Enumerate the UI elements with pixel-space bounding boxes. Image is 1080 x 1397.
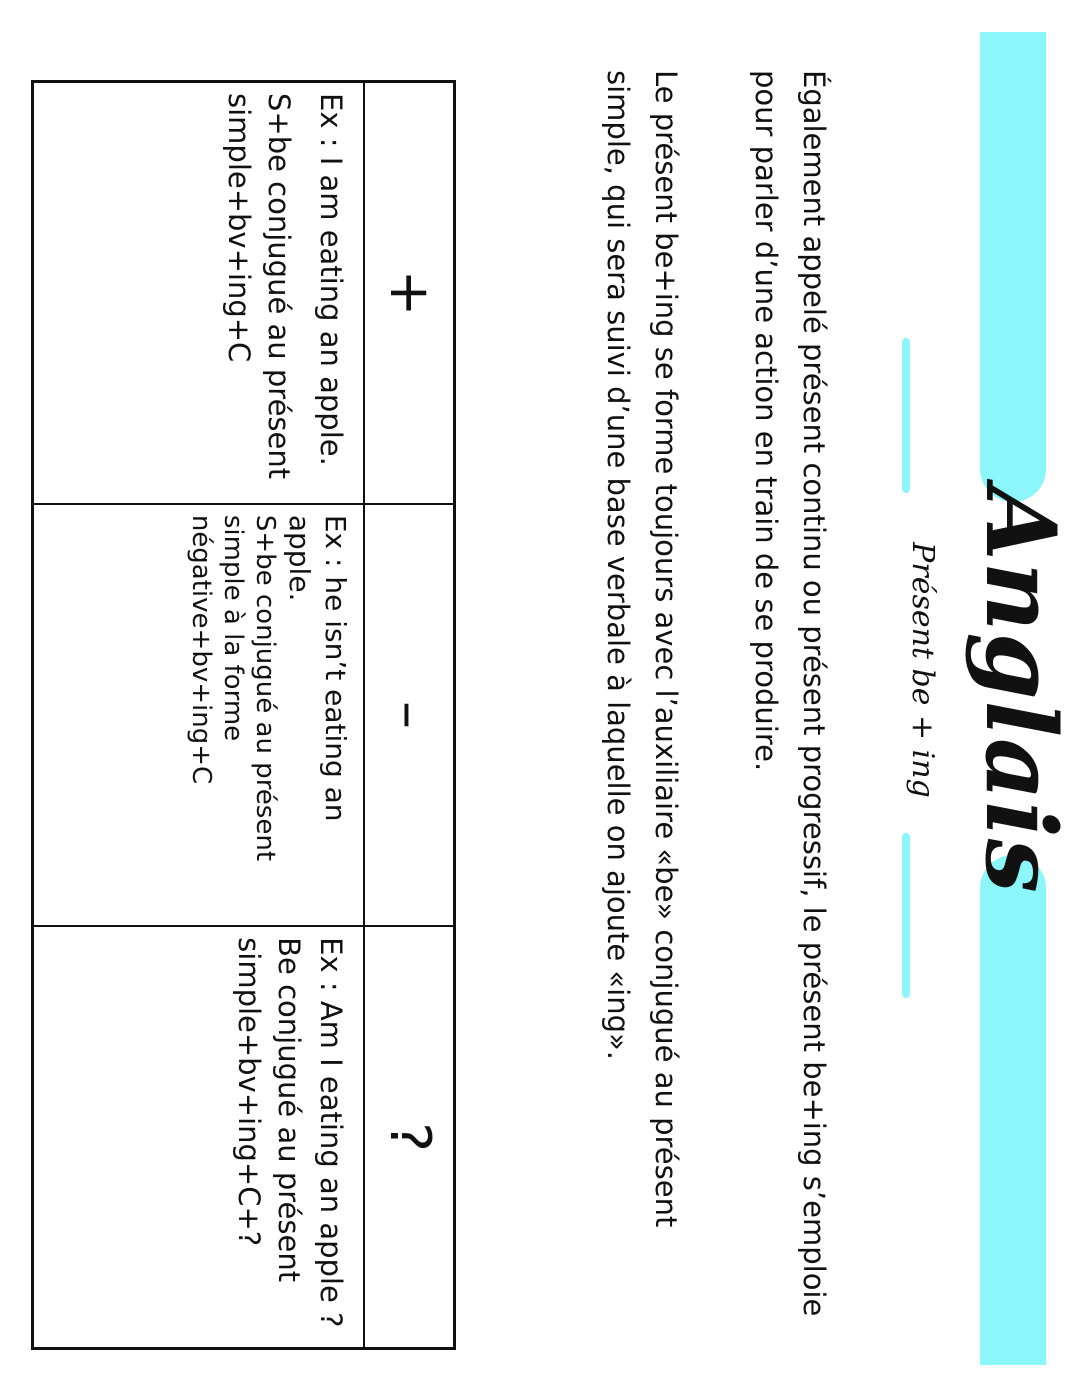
subtitle-rule-right [902,833,910,998]
interrogative-symbol: ? [364,926,455,1348]
conjugation-table [31,80,456,1350]
affirmative-symbol: + [364,82,455,504]
negative-cell [33,504,365,926]
formation-paragraph: Le présent be+ing se forme toujours avec l’auxiliaire «be» conjugué au présent simple, qui sera suivi d’une base verbale à laquelle on ajoute «ing». [601,70,683,1228]
interrogative-example: Ex : Am I eating an apple ? [314,937,348,1328]
negative-symbol: – [364,504,455,926]
affirmative-cell [33,82,365,504]
negative-rule: S+be conjugué au présent simple à la forme négative+bv+ing+C [186,514,280,862]
table-header-row [364,82,455,1349]
page-subtitle: Présent be + ing [905,542,940,798]
interrogative-rule: Be conjugué au présent simple+bv+ing+C+? [232,937,306,1283]
interrogative-cell [33,926,365,1348]
header-bar-left [980,32,1046,502]
negative-example: Ex : he isn’t eating an apple. [283,514,352,822]
page-title: Anglais [964,486,1077,894]
intro-paragraph: Également appelé présent continu ou présent progressif, le présent be+ing s’emploie pour parler d’une action en train de se produire. [749,70,831,1317]
subtitle-rule-left [902,338,910,493]
table-body-row [33,82,365,1349]
header-bar-right [980,855,1046,1365]
affirmative-example: Ex : I am eating an apple. [314,93,348,466]
affirmative-rule: S+be conjugué au présent simple+bv+ing+C [222,93,296,480]
